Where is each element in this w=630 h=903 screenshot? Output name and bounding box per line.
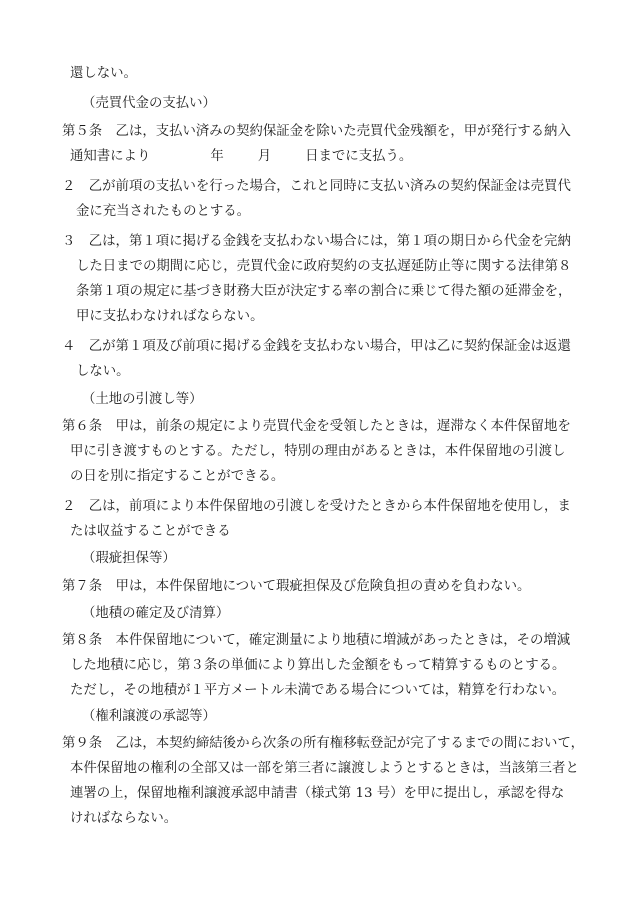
text-line: たは収益することができる (70, 524, 231, 539)
article-line: 第７条 甲は，本件保留地について瑕疵担保及び危険負担の責めを負わない。 (62, 579, 531, 594)
text-line: した日までの期間に応じ，売買代金に政府契約の支払遅延防止等に関する法律第８ (76, 259, 572, 274)
section-heading: （売買代金の支払い） (82, 96, 216, 111)
text-fragment: 通知書により (70, 149, 151, 164)
section-heading: （地積の確定及び清算） (82, 606, 230, 621)
paragraph-line: ２ 乙は，前項により本件保留地の引渡しを受けたときから本件保留地を使用し，ま (62, 499, 571, 514)
section-heading: （土地の引渡し等） (82, 392, 203, 407)
article-line: 第８条 本件保留地について，確定測量により地積に増減があったときは，その増減 (62, 633, 571, 648)
article-line: 第６条 甲は，前条の規定により売買代金を受領したときは，遅滞なく本件保留地を (62, 419, 571, 434)
text-line: しない。 (76, 364, 130, 379)
section-heading: （瑕疵担保等） (82, 551, 176, 566)
date-day-label: 日までに支払う。 (305, 149, 413, 164)
article-line: 第５条 乙は，支払い済みの契約保証金を除いた売買代金残額を，甲が発行する納入 (62, 124, 571, 139)
paragraph-line: ３ 乙は，第１項に掲げる金銭を支払わない場合には，第１項の期日から代金を完納 (62, 234, 571, 249)
date-month-label: 月 (257, 149, 272, 164)
text-line: 還しない。 (70, 66, 137, 81)
text-line: 本件保留地の権利の全部又は一部を第三者に譲渡しようとするときは，当該第三者と (70, 761, 579, 776)
text-line: 金に充当されたものとする。 (76, 204, 251, 219)
text-line: 甲に支払わなければならない。 (76, 309, 264, 324)
paragraph-line: ２ 乙が前項の支払いを行った場合，これと同時に支払い済みの契約保証金は売買代 (62, 179, 571, 194)
article-line: 第９条 乙は，本契約締結後から次条の所有権移転登記が完了するまでの間において， (62, 736, 584, 751)
section-heading: （権利譲渡の承認等） (82, 709, 216, 724)
text-line: した地積に応じ，第３条の単価により算出した金額をもって精算するものとする。 (70, 658, 566, 673)
text-line (70, 146, 412, 168)
date-year-label: 年 (210, 149, 224, 164)
text-line: ただし，その地積が１平方メートル未満である場合については，精算を行わない。 (70, 683, 566, 698)
text-line: 甲に引き渡すものとする。ただし，特別の理由があるときは，本件保留地の引渡し (70, 444, 566, 459)
text-line: ければならない。 (70, 811, 178, 826)
text-line: 連署の上，保留地権利譲渡承認申請書（様式第 13 号）を甲に提出し，承認を得な (70, 786, 565, 801)
text-line: 条第１項の規定に基づき財務大臣が決定する率の割合に乗じて得た額の延滞金を， (76, 284, 572, 299)
paragraph-line: ４ 乙が第１項及び前項に掲げる金銭を支払わない場合，甲は乙に契約保証金は返還 (62, 339, 571, 354)
text-line: の日を別に指定することができる。 (70, 469, 285, 484)
